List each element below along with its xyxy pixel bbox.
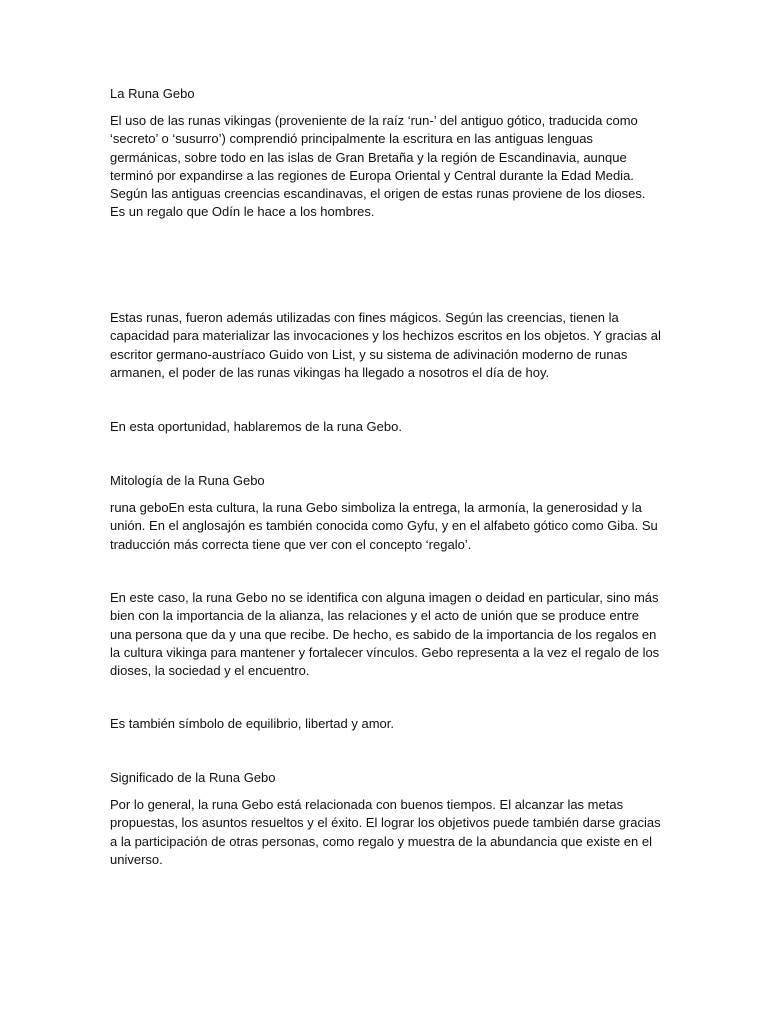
paragraph-cultura: runa geboEn esta cultura, la runa Gebo simboliza la entrega, la armonía, la generosidad y la unión. En el anglosajón es también conocida como Gyfu, y en el alfabeto gótico como Giba. Su traducción más correcta tiene que ver con el concepto ‘regalo’. <box>110 500 658 552</box>
paragraph-intro: El uso de las runas vikingas (proveniente de la raíz ‘run-’ del antiguo gótico, traducida como ‘secreto’ o ‘susurro’) comprendió principalmente la escritura en las antiguas lenguas germánicas, sobre todo en las islas de Gran Bretaña y la región de Escandinavia, aunque terminó por expandirse a las regiones de Europa Oriental y Central durante la Edad Media. Según las antiguas creencias escandinavas, el origen de estas runas proviene de los dioses. Es un regalo que Odín le hace a los hombres. <box>110 113 646 220</box>
paragraph-equilibrio: Es también símbolo de equilibrio, libertad y amor. <box>110 716 394 731</box>
paragraph-significado: Por lo general, la runa Gebo está relacionada con buenos tiempos. El alcanzar las metas propuestas, los asuntos resueltos y el éxito. El lograr los objetivos puede también darse gracias a la participación de otras personas, como regalo y muestra de la abundancia que existe en el universo. <box>110 797 661 867</box>
paragraph-magic: Estas runas, fueron además utilizadas con fines mágicos. Según las creencias, tienen la capacidad para materializar las invocaciones y los hechizos escritos en los objetos. Y gracias al escritor germano-austríaco Guido von List, y su sistema de adivinación moderno de runas armanen, el poder de las runas vikingas ha llegado a nosotros el día de hoy. <box>110 310 661 380</box>
paragraph-alianza: En este caso, la runa Gebo no se identifica con alguna imagen o deidad en particular, sino más bien con la importancia de la alianza, las relaciones y el acto de unión que se produce entre una persona que da y una que recibe. De hecho, es sabido de la importancia de los regalos en la cultura vikinga para mantener y fortalecer vínculos. Gebo representa a la vez el regalo de los dioses, la sociedad y el encuentro. <box>110 590 660 679</box>
heading-significado: Significado de la Runa Gebo <box>110 770 276 785</box>
document-title: La Runa Gebo <box>110 86 195 101</box>
heading-mitologia: Mitología de la Runa Gebo <box>110 473 265 488</box>
paragraph-oportunidad: En esta oportunidad, hablaremos de la runa Gebo. <box>110 419 402 434</box>
